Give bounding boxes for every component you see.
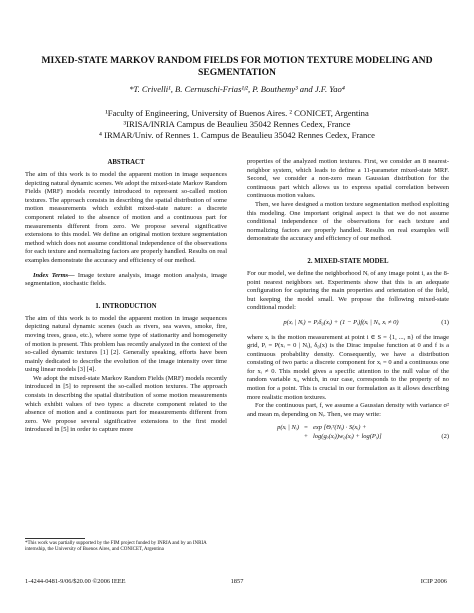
- abstract-heading: ABSTRACT: [107, 159, 145, 166]
- equation-1-expression: p(xᵢ | Nᵢ) = Pᵢδ₀(xᵢ) + (1 − Pᵢ)f(xᵢ | Nᵢ, xᵢ ≠ 0): [283, 318, 399, 326]
- affiliation-2: ³IRISA/INRIA Campus de Beaulieu 35042 Rennes Cedex, France: [123, 119, 351, 129]
- equation-2-equals: =: [304, 424, 308, 432]
- right-paragraph-2: Then, we have designed a motion texture segmentation method exploiting this modeling. One important original aspect is that we do not assume conditional independence of the observations for each texture and normalizing factors are properly handled. Results on real examples will demonstrate the accuracy and efficiency of our method.: [247, 200, 449, 243]
- left-column: [25, 158, 227, 435]
- right-paragraph-1: properties of the analyzed motion textures. First, we consider an 8 nearest-neighbor system, which leads to define a 11-parameter mixed-state MRF. Second, we consider a non-zero mean Gaussian distribution for the continuous part which allows us to express spatial correlation between continuous motion values.: [247, 158, 449, 200]
- footnote-rule: [25, 538, 85, 539]
- index-terms: [25, 272, 227, 289]
- equation-2-lhs: p(xᵢ | Nᵢ): [277, 424, 299, 432]
- equation-1-number: (1): [441, 318, 449, 326]
- footer-venue: ICIP 2006: [420, 578, 447, 585]
- footnote-text: *This work was partially supported by the FIM project funded by INRIA and by an INRIA internship, the University of Buenos Aires, and CONICET, Argentina: [25, 541, 207, 553]
- affiliations: [30, 108, 444, 141]
- paper-title: [30, 55, 444, 78]
- footer-isbn: 1-4244-0481-9/06/$20.00 ©2006 IEEE: [25, 578, 126, 585]
- model-paragraph-1: For our model, we define the neighborhood Nᵢ of any image point i, as the 8-point nearest neighbors set. Experiments show that this is an adequate configuration for capturing the main properties and orientation of the field, but keeping the model small. We propose the following mixed-state conditional model:: [247, 269, 449, 312]
- intro-paragraph-2: We adopt the mixed-state Markov Random Fields (MRF) models recently introduced in [5] to represent the so-called motion textures. The approach consists in describing the spatial distribution of some motion measurements which exhibit values of two types: a discrete component related to the absence of motion and a continuous part for measurements different from zero. We propose several significative extensions to the first model introduced in [5] in order to capture more: [25, 374, 227, 434]
- equation-2-line-1: exp [Θᵢᵀ(Nᵢ) · S(xᵢ) +: [313, 424, 367, 432]
- equation-2-line-2: log(gₒ(xᵢ))w₀(xᵢ) + log(Pᵢ)]: [313, 433, 382, 441]
- right-column: [247, 158, 449, 447]
- paper-title-line-2: SEGMENTATION: [197, 66, 276, 78]
- index-terms-label: Index Terms—: [33, 271, 75, 279]
- footer-page-number: 1857: [230, 578, 244, 585]
- equation-2-number: (2): [441, 433, 449, 441]
- equation-2: [247, 424, 449, 441]
- introduction-heading: 1. INTRODUCTION: [95, 302, 157, 310]
- abstract-text: The aim of this work is to model the apparent motion in image sequences depicting natural dynamic scenes. We adopt the mixed-state Markov Random Fields (MRF) models recently introduced to represent so-called motion textures. The approach consists in describing the spatial distribution of some motion measurements which exhibit mixed-state nature: a discrete component related to the absence of motion and a continuous part for measurements different from zero. We propose several significative extensions to this model. We define an original motion texture segmentation method which does not assume conditional independence of the observations for each texture and normalizing factors are properly handled. Results on real examples demonstrate the accuracy and efficiency of our method.: [25, 171, 227, 264]
- equation-1: [247, 319, 449, 328]
- paper-title-line-1: MIXED-STATE MARKOV RANDOM FIELDS FOR MOTION TEXTURE MODELING AND: [41, 55, 433, 66]
- equation-2-plus: +: [304, 433, 308, 441]
- mixed-state-heading: 2. MIXED-STATE MODEL: [307, 257, 389, 265]
- index-terms-text: Image texture analysis, image motion analysis, image segmentation, stochastic fields.: [25, 271, 227, 288]
- model-paragraph-2: where xᵢ is the motion measurement at point i ∈ S = {1, ..., n} of the image grid, Pᵢ = P(xᵢ = 0 | Nᵢ), δ₀(x) is the Dirac impulse function at 0 and f is a continuous probability density. Consequently, we have a distribution consisting of two parts: a discrete component for xᵢ = 0 and a continuous one for xᵢ ≠ 0. This model gives a specific attention to the null value of the random variable xᵢ, which, in our case, corresponds to the property of no motion for a point. This is crucial in our formulation as it allows describing more realistic motion textures.: [247, 333, 449, 401]
- model-paragraph-3: For the continuous part, f, we assume a Gaussian density with variance σ² and mean mᵢ depending on Nᵢ. Then, we may write:: [247, 402, 449, 418]
- intro-paragraph-1: The aim of this work is to model the apparent motion in image sequences depicting natural dynamic scenes (such as rivers, sea waves, smoke, fire, moving trees, grass, etc.), where some type of stationarity and homogeneity of motion is present. This problem has recently analyzed in the context of the so-called dynamic textures [1] [2]. Generally speaking, efforts have been mainly dedicated to describe the evolution of the image intensity over time using linear models [3] [4].: [25, 314, 227, 374]
- affiliation-1: ¹Faculty of Engineering, University of Buenos Aires. ² CONICET, Argentina: [105, 108, 369, 118]
- footnote: [25, 538, 227, 554]
- affiliation-3: ⁴ IRMAR/Univ. of Rennes 1. Campus de Beaulieu 35042 Rennes Cedex, France: [99, 130, 375, 140]
- author-list: *T. Crivelli¹, B. Cernuschi-Frias¹ʲ², P. Bouthemy³ and J.F. Yao⁴: [129, 84, 345, 94]
